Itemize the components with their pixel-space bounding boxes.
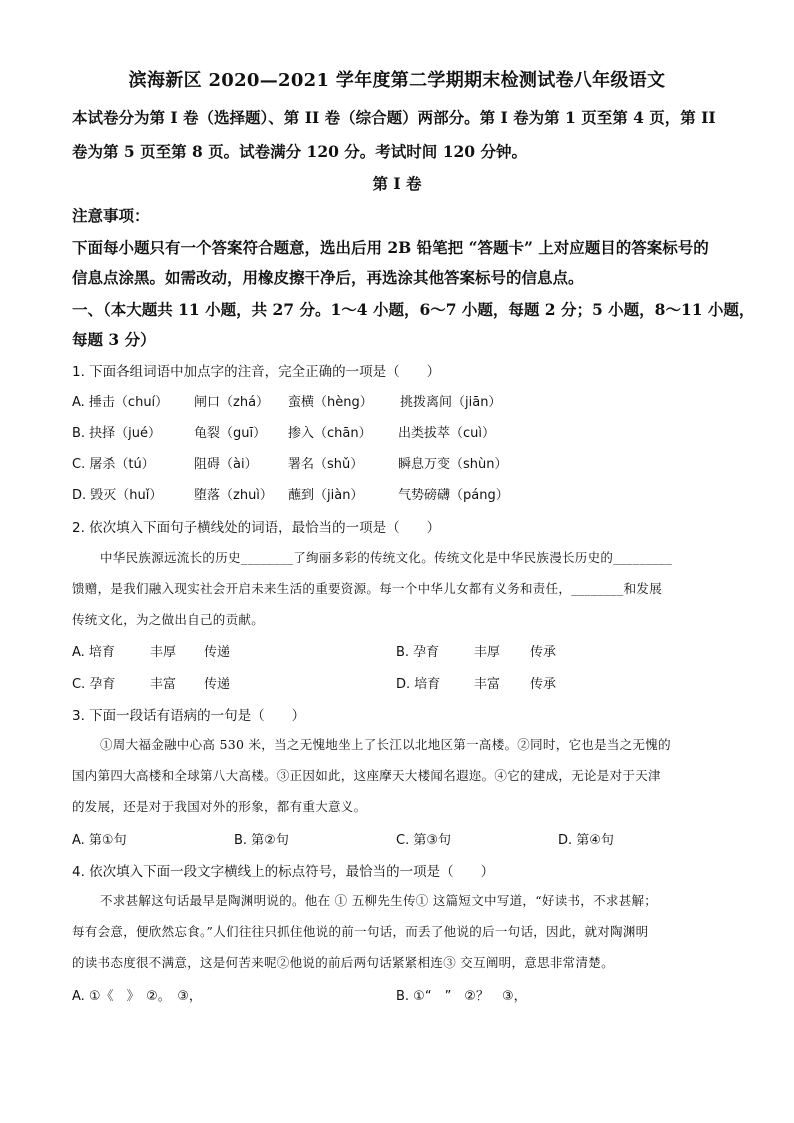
notice-heading: 注意事项：	[72, 206, 150, 225]
q3-option-c: C. 第③句	[396, 833, 451, 848]
q4-passage-line-3: 的读书态度很不满意，这是何苦来呢②他说的前后两句话紧紧相连③ 交互阐明，意思非常清楚。	[72, 955, 614, 970]
q2-option-a-3: 传递	[204, 645, 231, 660]
q2-option-c-1: C. 孕育	[72, 677, 116, 692]
q1-option-c-3: 署名（shǔ）	[288, 457, 364, 472]
q2-option-c-2: 丰富	[150, 677, 177, 692]
q1-option-a-1: A. 捶击（chuí）	[72, 395, 169, 410]
notice-line-2: 信息点涂黑。如需改动，用橡皮擦干净后，再选涂其他答案标号的信息点。	[72, 268, 584, 287]
q2-option-d-1: D. 培育	[396, 677, 441, 692]
q2-option-b-2: 丰厚	[474, 645, 501, 660]
part-one-line-1: 一、（本大题共 11 小题，共 27 分。1～4 小题，6～7 小题，每题 2 分；5 小题，8～11 小题，	[72, 300, 755, 319]
intro-line-2: 卷为第 5 页至第 8 页。试卷满分 120 分。考试时间 120 分钟。	[72, 142, 527, 161]
q1-option-b-3: 掺入（chān）	[288, 426, 372, 441]
section-label: 第 I 卷	[372, 174, 422, 193]
q2-option-a-1: A. 培育	[72, 645, 115, 660]
q1-option-c-2: 阻碍（ài）	[194, 457, 258, 472]
q2-option-c-3: 传递	[204, 677, 231, 692]
q2-passage-line-1: 中华民族源远流长的历史________了绚丽多彩的传统文化。传统文化是中华民族漫长历史的_________	[100, 550, 673, 565]
q2-option-b-1: B. 孕育	[396, 645, 440, 660]
q4-stem: 4. 依次填入下面一段文字横线上的标点符号，最恰当的一项是（ ）	[72, 864, 495, 880]
q1-stem: 1. 下面各组词语中加点字的注音，完全正确的一项是（ ）	[72, 364, 441, 380]
q4-passage-line-2: 每有会意，便欣然忘食。”人们往往只抓住他说的前一句话，而丢了他说的后一句话，因此，就对陶渊明	[72, 924, 649, 939]
q3-passage-line-2: 国内第四大高楼和全球第八大高楼。③正因如此，这座摩天大楼闻名遐迩。④它的建成，无论是对于天津	[72, 768, 661, 783]
q3-passage-line-3: 的发展，还是对于我国对外的形象，都有重大意义。	[72, 799, 367, 814]
q2-option-d-2: 丰富	[474, 677, 501, 692]
q1-option-b-4: 出类拔萃（cuì）	[398, 426, 495, 441]
q4-option-b: B. ①“ ” ②？ ③，	[396, 989, 527, 1004]
intro-line-1: 本试卷分为第 I 卷（选择题）、第 II 卷（综合题）两部分。第 I 卷为第 1 页至第 4 页，第 II	[72, 108, 716, 127]
q3-option-d: D. 第④句	[558, 833, 614, 848]
q1-option-c-1: C. 屠杀（tú）	[72, 457, 155, 472]
q1-option-d-1: D. 毁灭（huǐ）	[72, 488, 163, 503]
q1-option-b-2: 龟裂（guī）	[194, 426, 267, 441]
page-title: 滨海新区 2020—2021 学年度第二学期期末检测试卷八年级语文	[128, 70, 666, 91]
q2-option-a-2: 丰厚	[150, 645, 177, 660]
q1-option-d-4: 气势磅礴（páng）	[398, 488, 509, 503]
q3-option-a: A. 第①句	[72, 833, 127, 848]
q1-option-a-3: 蛮横（hèng）	[288, 395, 373, 410]
q1-option-d-2: 堕落（zhuì）	[194, 488, 273, 503]
q2-passage-line-2: 馈赠，是我们融入现实社会开启未来生活的重要资源。每一个中华儿女都有义务和责任，________和发展	[72, 581, 663, 596]
q1-option-b-1: B. 抉择（jué）	[72, 426, 162, 441]
part-one-line-2: 每题 3 分）	[72, 330, 156, 349]
q2-stem: 2. 依次填入下面句子横线处的词语，最恰当的一项是（ ）	[72, 520, 441, 536]
q3-stem: 3. 下面一段话有语病的一句是（ ）	[72, 708, 306, 724]
q1-option-c-4: 瞬息万变（shùn）	[398, 457, 508, 472]
notice-line-1: 下面每小题只有一个答案符合题意，选出后用 2B 铅笔把 “答题卡” 上对应题目的答案标号的	[72, 238, 709, 257]
q3-passage-line-1: ①周大福金融中心高 530 米，当之无愧地坐上了长江以北地区第一高楼。②同时，它也是当之无愧的	[100, 737, 671, 752]
q4-option-a: A. ①《 》 ②。 ③，	[72, 989, 202, 1004]
q2-option-b-3: 传承	[530, 645, 557, 660]
q1-option-d-3: 蘸到（jiàn）	[288, 488, 364, 503]
q2-passage-line-3: 传统文化，为之做出自己的贡献。	[72, 612, 265, 627]
q1-option-a-4: 挑拨离间（jiān）	[400, 395, 502, 410]
q2-option-d-3: 传承	[530, 677, 557, 692]
q3-option-b: B. 第②句	[234, 833, 289, 848]
q1-option-a-2: 闸口（zhá）	[194, 395, 270, 410]
q4-passage-line-1: 不求甚解这句话最早是陶渊明说的。他在 ① 五柳先生传① 这篇短文中写道，“好读书，不求甚解；	[100, 893, 658, 908]
